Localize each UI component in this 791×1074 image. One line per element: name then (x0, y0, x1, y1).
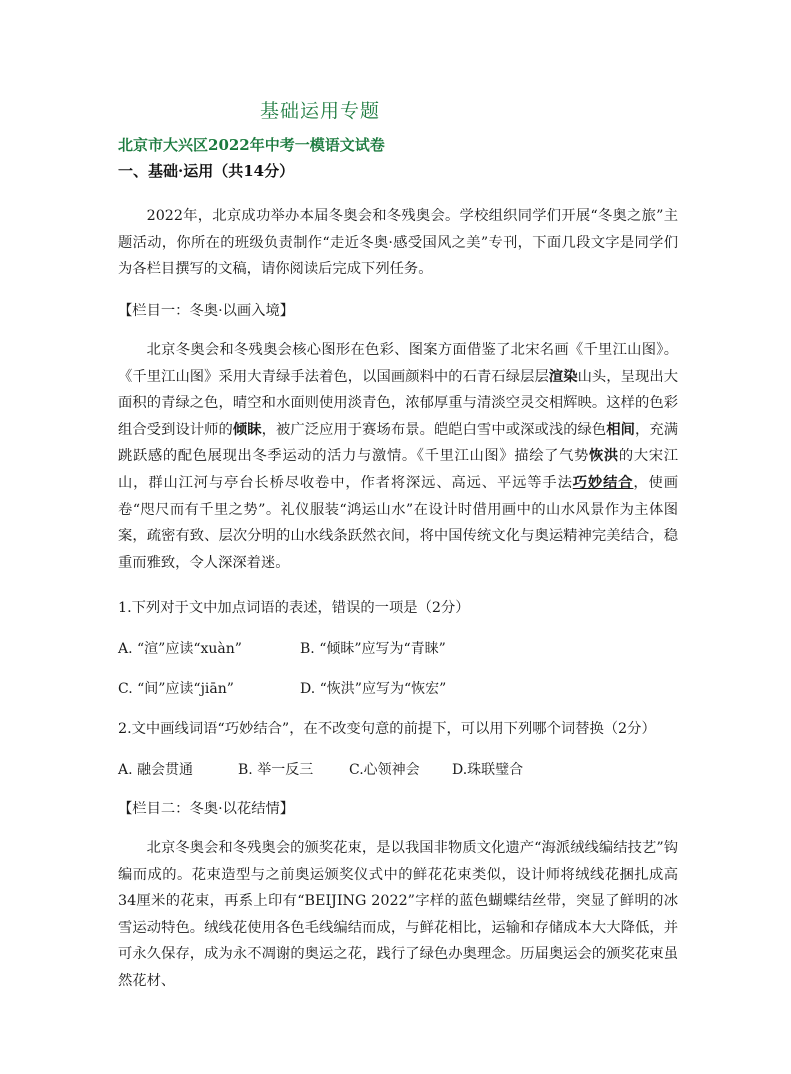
column-one-heading: 【栏目一：冬奥·以画入境】 (118, 303, 295, 319)
q1-option-d: D. “恢洪”应写为“恢宏” (300, 681, 447, 697)
marked-word-2: 倾眛 (232, 421, 262, 438)
q1-option-c: C. “间”应读“jiān” (118, 681, 234, 697)
q2-option-c: C.心领神会 (349, 762, 420, 778)
q2-option-b: B. 举一反三 (238, 762, 314, 778)
column-two-heading: 【栏目二：冬奥·以花结情】 (118, 801, 295, 817)
q1-option-a: A. “渲”应读“xuàn” (118, 641, 242, 657)
question-1: 1.下列对于文中加点词语的表述，错误的一项是（2分） (118, 600, 470, 616)
marked-word-4: 恢洪 (588, 448, 619, 465)
marked-word-3: 相间 (606, 421, 636, 438)
section-heading: 一、基础·运用（共14分） (118, 162, 295, 180)
passage-two: 北京冬奥会和冬残奥会的颁奖花束，是以我国非物质文化遗产“海派绒线编结技艺”钩编而成的。花束造型与之前奥运颁奖仪式中的鲜花花束类似，设计师将绒线花捆扎成高34厘米的花束，再系上印有“BEIJING 2022”字样的蓝色蝴蝶结丝带，突显了鲜明的冰雪运动特色。绒线花使用各色毛线编结而成，与鲜花相比，运输和存储成本大大降低，并可永久保存，成为永不凋谢的奥运之花，践行了绿色办奥理念。历届奥运会的颁奖花束虽然花材、 (118, 840, 678, 989)
marked-word-1: 渲染 (548, 368, 578, 385)
passage-one: 北京冬奥会和冬残奥会核心图形在色彩、图案方面借鉴了北宋名画《千里江山图》。《千里江山图》采用大青绿手法着色，以国画颜料中的石青石绿层层渲染山头，呈现出大面积的青绿之色，晴空和水面则使用淡青色，浓郁厚重与清淡空灵交相辉映。这样的色彩组合受到设计师的倾眛，被广泛应用于赛场布景。皑皑白雪中或深或浅的绿色相间，充满跳跃感的配色展现出冬季运动的活力与激情。《千里江山图》描绘了气势恢洪的大宋江山，群山江河与亭台长桥尽收卷中，作者将深远、高远、平远等手法巧妙结合，使画卷“咫尺而有千里之势”。礼仪服装“鸿运山水”在设计时借用画中的山水风景作为主体图案，疏密有致、层次分明的山水线条跃然衣间，将中国传统文化与奥运精神完美结合，稳重而雅致，令人深深着迷。 (118, 342, 679, 571)
q1-option-b: B. “倾眛”应写为“青睐” (300, 641, 446, 657)
page-title: 基础运用专题 (259, 100, 380, 122)
question-2: 2.文中画线词语“巧妙结合”，在不改变句意的前提下，可以用下列哪个词替换（2分） (118, 721, 656, 737)
exam-subtitle: 北京市大兴区2022年中考一模语文试卷 (118, 136, 385, 154)
q2-option-d: D.珠联璧合 (452, 762, 524, 778)
q2-option-a: A. 融会贯通 (118, 762, 194, 778)
underlined-phrase: 巧妙结合 (572, 474, 634, 491)
intro-paragraph: 2022年，北京成功举办本届冬奥会和冬残奥会。学校组织同学们开展“冬奥之旅”主题活动，你所在的班级负责制作“走近冬奥·感受国风之美”专刊，下面几段文字是同学们为各栏目撰写的文稿，请你阅读后完成下列任务。 (118, 208, 678, 278)
